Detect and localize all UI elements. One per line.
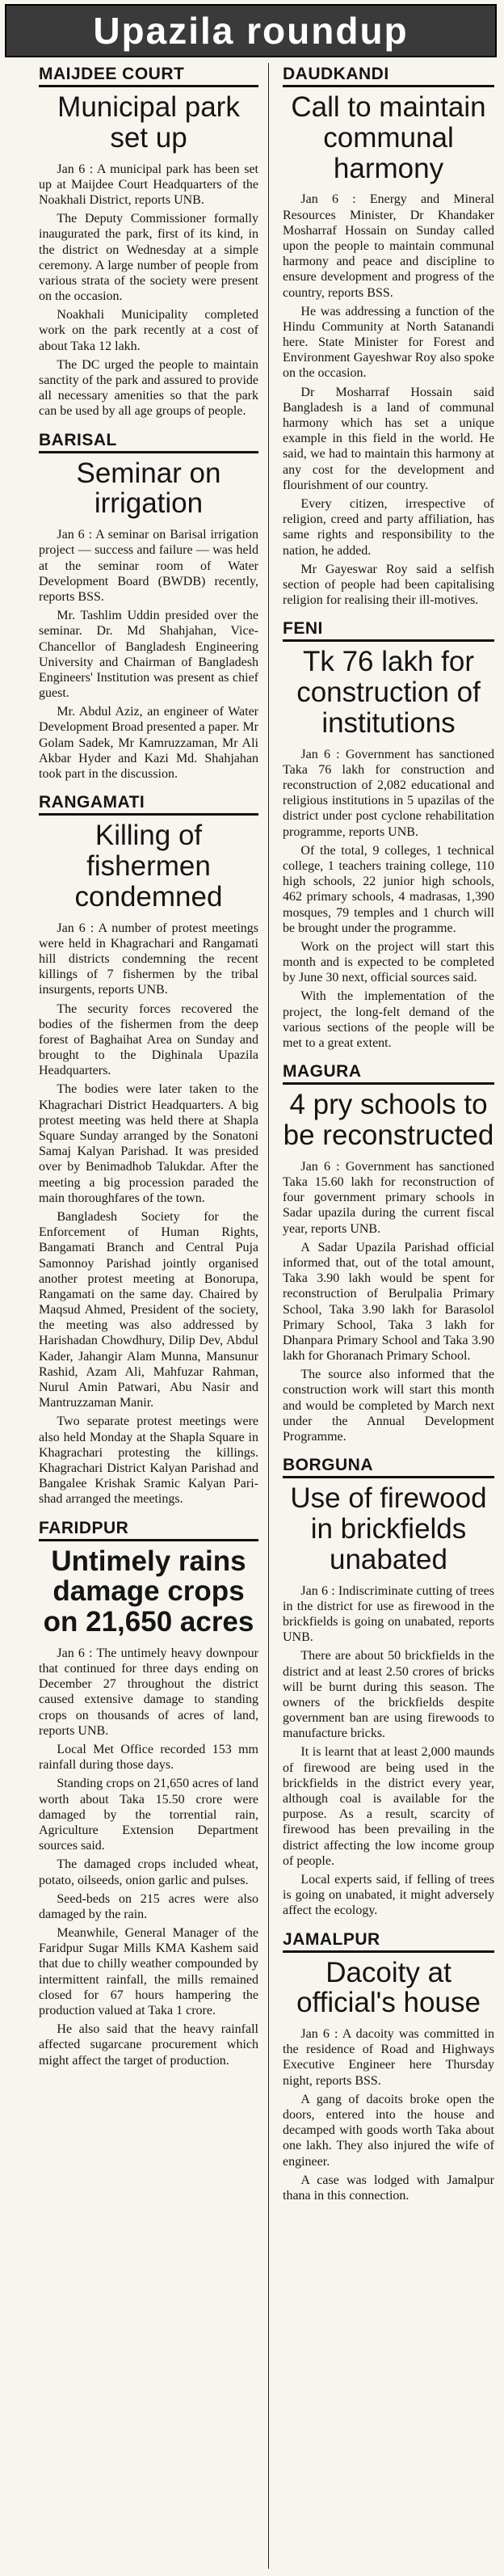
story-body <box>283 1583 494 1919</box>
story-headline: Dacoity at official's house <box>296 1956 481 2019</box>
story-paragraph: Of the total, 9 colleges, 1 technical college, 1 teachers training college, 110 high schools, 22 junior high schools, 462 primary schools, 4 madrasas, 1,390 mosques, 79 temples and 1 church will be brought under the programme. <box>283 843 494 935</box>
story-paragraph: Jan 6 : Government has sanctioned Taka 15.60 lakh for reconstruction of four government primary schools in Sadar upazila during the current fiscal year, reports UNB. <box>283 1159 494 1236</box>
story-paragraph: Mr. Abdul Aziz, an engineer of Water Development Broad presented a paper. Mr Golam Sadek, Mr Kamruzzaman, Mr Ali Akbar Hyder and Kazi Md. Shahjahan took part in the discussion. <box>39 705 258 781</box>
story-magura <box>283 1062 494 1444</box>
story-body <box>283 2026 494 2203</box>
story-headline: Call to maintain communal harmony <box>291 91 486 184</box>
story-faridpur <box>39 1519 258 2068</box>
story-paragraph: Every citizen, irrespective of religion, creed and party affiliation, has same rights and responsibility to the nation, he added. <box>283 496 494 558</box>
story-headline: Tk 76 lakh for construction of institutions <box>296 646 481 739</box>
story-paragraph: It is learnt that at least 2,000 maunds of firewood are being used in the brickfields in the district every year, although coal is available for the purpose. As a result, scarcity of firewood has been prevailing in the district affecting the low income group of people. <box>283 1745 494 1868</box>
story-paragraph: Jan 6 : A number of protest meetings were held in Khagrachari and Rangamati hill districts condemning the recent killings of 7 fishermen by the tribal insurgents, reports UNB. <box>39 921 258 997</box>
story-rangamati <box>39 793 258 1507</box>
story-paragraph: Jan 6 : A seminar on Barisal irrigation project — success and failure — was held at the seminar room of Water Development Board (BWDB) recently, reports BSS. <box>39 528 258 604</box>
story-paragraph: Jan 6 : A municipal park has been set up at Maijdee Court Headquarters of the Noakhali District, reports UNB. <box>39 162 258 207</box>
section-banner <box>5 4 497 57</box>
story-paragraph: Jan 6 : The untimely heavy downpour that continued for three days ending on December 27 throughout the district caused extensive damage to standing crops on thousands of acres of land, reports UNB. <box>39 1646 258 1738</box>
story-paragraph: Work on the project will start this month and is expected to be completed by June 30 next, official sources said. <box>283 939 494 985</box>
story-paragraph: Mr Gayeswar Roy said a selfish section of people had been capitalising religion for realising their ill-motives. <box>283 562 494 608</box>
story-paragraph: Seed-beds on 215 acres were also damaged by the rain. <box>39 1891 258 1921</box>
story-paragraph: Meanwhile, General Manager of the Faridpur Sugar Mills KMA Kashem said that due to chilly weather compounded by intermittent rainfall, the mills remained closed for 67 hours hampering the production valued at Taka 1 crore. <box>39 1926 258 2018</box>
story-paragraph: The source also informed that the construction work will start this month and would be completed by March next under the Annual Development Programme. <box>283 1368 494 1444</box>
story-headline: Untimely rains damage crops on 21,650 acres <box>43 1545 254 1638</box>
story-paragraph: Local experts said, if felling of trees is going on unabated, it might adversely affect the ecology. <box>283 1872 494 1918</box>
story-body <box>39 1646 258 2068</box>
story-paragraph: Noakhali Municipality completed work on the park recently at a cost of about Taka 12 lakh. <box>39 308 258 353</box>
story-feni <box>283 619 494 1051</box>
story-headline: Municipal park set up <box>57 91 240 154</box>
story-paragraph: Jan 6 : A dacoity was committed in the residence of Road and Highways Executive Engineer here Thursday night, reports BSS. <box>283 2027 494 2088</box>
story-dateline: BORGUNA <box>283 1456 494 1478</box>
story-body <box>283 1159 494 1444</box>
story-maijdee <box>39 65 258 419</box>
banner-title: Upazila roundup <box>93 10 409 52</box>
story-headline: Seminar on irrigation <box>76 457 221 520</box>
story-body <box>39 527 258 782</box>
story-paragraph: A Sadar Upazila Parishad official informed that, out of the total amount, Taka 3.90 lakh would be spent for reconstruction of Berulpalia Primary School, Taka 3.90 lakh for Barasolol Primary School, Taka 3 lakh for Dhanpara Primary School and Taka 3.90 lakh for Ghoranach Primary School. <box>283 1240 494 1364</box>
right-column <box>283 65 494 2215</box>
story-dateline: MAIJDEE COURT <box>39 65 258 87</box>
story-dateline: BARISAL <box>39 431 258 453</box>
story-headline: Use of firewood in brickfields unabated <box>290 1482 487 1575</box>
story-dateline: RANGAMATI <box>39 793 258 816</box>
story-paragraph: Jan 6 : Government has sanctioned Taka 76 lakh for construction and reconstruction of 2,082 educational and religious institutions in 5 upazilas of the district under post cyclone rehabilitation programme, reports UNB. <box>283 747 494 839</box>
story-dateline: FARIDPUR <box>39 1519 258 1541</box>
story-body <box>39 162 258 419</box>
story-paragraph: Jan 6 : Indiscriminate cutting of trees in the district for use as firewood in the brickfields is going on unabated, reports UNB. <box>283 1583 494 1645</box>
story-paragraph: The Deputy Commissioner formally inaugurated the park, first of its kind, in the district on Wednesday at a simple ceremony. A large number of people from various strata of the society were present on the occasion. <box>39 212 258 304</box>
story-paragraph: Jan 6 : Energy and Mineral Resources Minister, Dr Khandaker Mosharraf Hossain on Sunday called upon the people to maintain communal harmony and peace and discipline to ensure development and progress of the country, reports BSS. <box>283 192 494 300</box>
story-borguna <box>283 1456 494 1918</box>
story-barisal <box>39 431 258 782</box>
story-dateline: JAMALPUR <box>283 1930 494 1953</box>
story-headline: Killing of fishermen condemned <box>74 820 223 913</box>
story-body <box>283 747 494 1052</box>
story-paragraph: Bangladesh Society for the Enforcement of Human Rights, Bangamati Branch and Central Puja Samonnoy Parishad jointly organised another protest meeting at Bonorupa, Rangamati on the same day. Chaired by Maqsud Ahmed, President of the society, the meeting was also addressed by Harishadan Chowdhury, Dilip Dev, Abdul Kader, Jahangir Alam Munna, Mansunur Rashid, Azam Ali, Mahfuzar Rahman, Nurul Amin Patwari, Abu Nasir and Mantruzzaman Manir. <box>39 1209 258 1410</box>
story-paragraph: He also said that the heavy rainfall affected sugarcane procurement which might affect the target of production. <box>39 2022 258 2068</box>
story-paragraph: Local Met Office recorded 153 mm rainfall during those days. <box>39 1743 258 1773</box>
story-jamalpur <box>283 1930 494 2204</box>
story-paragraph: Two separate protest meetings were also held Monday at the Shapla Square in Khagrachari protesting the killings. Khagrachari District Kalyan Parishad and Bangalee Krishak Sramic Kalyan Pari-shad arranged the meetings. <box>39 1414 258 1507</box>
story-paragraph: The DC urged the people to maintain sanctity of the park and assured to provide all necessary amenities so that the park can be used by all age groups of people. <box>39 357 258 419</box>
column-rule <box>268 63 269 2569</box>
story-paragraph: With the implementation of the project, the long-felt demand of the various sections of the people will be met to a great extent. <box>283 989 494 1051</box>
story-paragraph: Mr. Tashlim Uddin presided over the seminar. Dr. Md Shahjahan, Vice-Chancellor of Bangladesh Engineering University and Chairman of Bangladesh Engineers' Institution was present as chief guest. <box>39 609 258 701</box>
story-body <box>283 192 494 608</box>
story-dateline: MAGURA <box>283 1062 494 1085</box>
story-paragraph: There are about 50 brickfields in the district and at least 2.50 crores of bricks will be burnt during this season. The owners of the brickfields despite government ban are using firewoods to manufacture bricks. <box>283 1649 494 1741</box>
story-dateline: DAUDKANDI <box>283 65 494 87</box>
story-paragraph: He was addressing a function of the Hindu Community at North Satanandi here. State Minister for Forest and Environment Gayeshwar Roy also spoke on the occasion. <box>283 304 494 381</box>
story-daudkandi <box>283 65 494 608</box>
story-paragraph: A case was lodged with Jamalpur thana in this connection. <box>283 2173 494 2203</box>
story-dateline: FENI <box>283 619 494 642</box>
story-paragraph: The damaged crops included wheat, potato, oilseeds, onion garlic and pulses. <box>39 1857 258 1887</box>
story-paragraph: Dr Mosharraf Hossain said Bangladesh is a land of communal harmony which has set a unique example in this field in the world. He said, we had to maintain this harmony at any cost for the development and flourishment of our country. <box>283 385 494 492</box>
left-column <box>39 65 258 2080</box>
story-body <box>39 921 258 1507</box>
story-paragraph: A gang of dacoits broke open the doors, entered into the house and decamped with goods worth Taka about one lakh. They also injured the wife of engineer. <box>283 2092 494 2169</box>
story-paragraph: Standing crops on 21,650 acres of land worth about Taka 15.50 crore were damaged by the torrential rain, Agriculture Extension Department sources said. <box>39 1777 258 1853</box>
story-headline: 4 pry schools to be reconstructed <box>283 1089 494 1152</box>
story-paragraph: The security forces recovered the bodies of the fishermen from the deep forest of Baghaihat Area on Sunday and brought to the Dighinala Upazila Headquarters. <box>39 1001 258 1078</box>
story-paragraph: The bodies were later taken to the Khagrachari District Headquarters. A big protest meeting was held there at Shapla Square Sunday arranged by the Sonatoni Samaj Kalyan Parishad. It was presided over by Benimadhob Talukdar. After the meeting a big procession paraded the main thoroughfares of the town. <box>39 1082 258 1205</box>
